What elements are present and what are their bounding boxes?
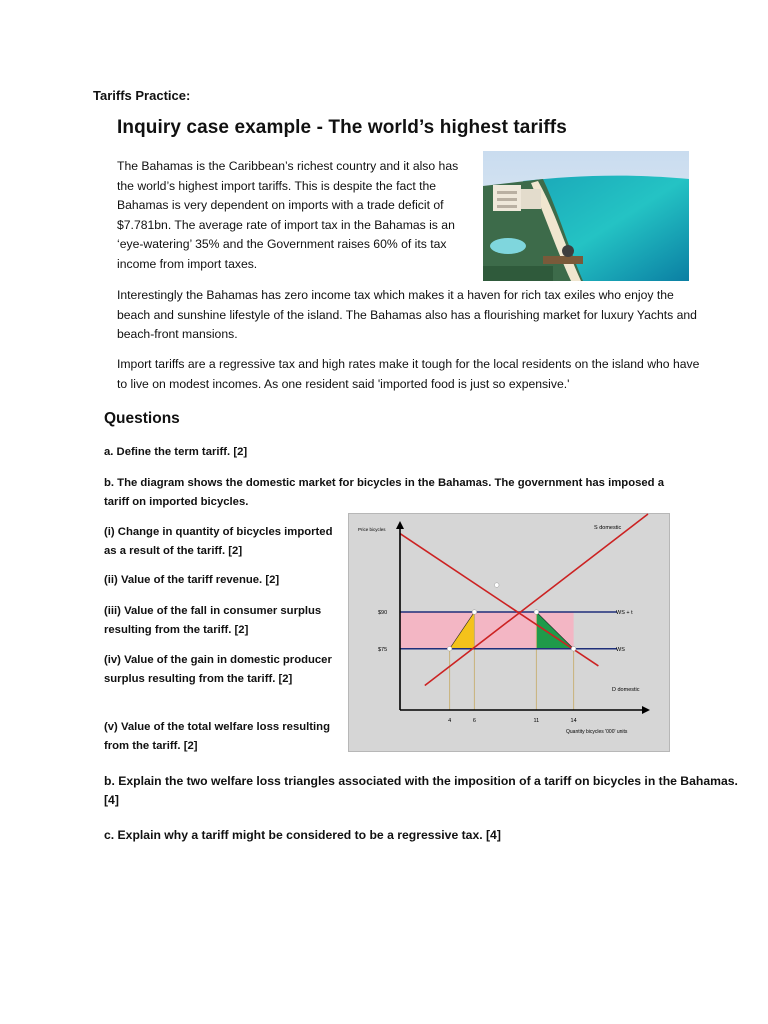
y-tick-label: $90 (378, 610, 388, 616)
x-tick-label: 11 (533, 718, 540, 724)
x-axis-label: Quantity bicycles '000' units (566, 729, 628, 735)
sub-question-iii: (iii) Value of the fall in consumer surplus resulting from the tariff. [2] (104, 605, 322, 636)
tax-haven-paragraph: Interestingly the Bahamas has zero income tax which makes it a haven for rich tax exiles who enjoy the beach and sunshine lifestyle of the island. The Bahamas also has a flourishing market for luxury Yachts and beach-front mansions. (117, 288, 697, 342)
sub-question-v: (v) Value of the total welfare loss resulting from the tariff. [2] (104, 721, 330, 752)
x-tick-label: 4 (448, 718, 452, 724)
bahamas-beach-photo (483, 151, 689, 281)
question-b: b. The diagram shows the domestic market for bicycles in the Bahamas. The government has imposed a tariff on imported bicycles. (104, 477, 664, 508)
intersection-point (447, 646, 452, 651)
x-tick-label: 14 (570, 718, 577, 724)
world-price-label: WS (616, 646, 625, 653)
question-a: a. Define the term tariff. [2] (104, 446, 248, 458)
demand-label: D domestic (612, 686, 640, 693)
regressive-tax-paragraph: Import tariffs are a regressive tax and high rates make it tough for the local residents on the island who have to live on modest incomes. As one resident said 'imported food is just so expensive.' (117, 357, 700, 391)
supply-label: S domestic (594, 525, 622, 531)
intersection-point (571, 646, 576, 651)
sub-question-ii: (ii) Value of the tariff revenue. [2] (104, 574, 280, 586)
sub-question-i: (i) Change in quantity of bicycles imported as a result of the tariff. [2] (104, 526, 333, 557)
y-tick-label: $75 (378, 646, 388, 653)
intersection-point (472, 610, 477, 615)
sub-question-iv: (iv) Value of the gain in domestic producer surplus resulting from the tariff. [2] (104, 654, 332, 685)
y-axis-label: Price bicycles (358, 527, 386, 532)
intersection-point (494, 583, 499, 588)
questions-heading: Questions (104, 410, 180, 427)
document-title: Tariffs Practice: (93, 88, 191, 103)
case-heading: Inquiry case example - The world’s highest tariffs (117, 117, 567, 138)
question-b-explain: b. Explain the two welfare loss triangles associated with the imposition of a tariff on bicycles in the Bahamas. [4] (104, 774, 738, 807)
world-price-tariff-label: WS + t (616, 610, 633, 616)
question-c: c. Explain why a tariff might be considered to be a regressive tax. [4] (104, 828, 501, 842)
intersection-point (534, 610, 539, 615)
intro-paragraph: The Bahamas is the Caribbean’s richest country and it also has the world’s highest import tariffs. This is despite the fact the Bahamas is very dependent on imports with a trade deficit of $7.781bn. The average rate of import tax in the Bahamas is an ‘eye-watering’ 35% and the Government raises 60% of its tax income from import taxes. (117, 159, 459, 271)
bicycle-tariff-diagram (348, 513, 670, 752)
x-tick-label: 6 (472, 718, 476, 724)
